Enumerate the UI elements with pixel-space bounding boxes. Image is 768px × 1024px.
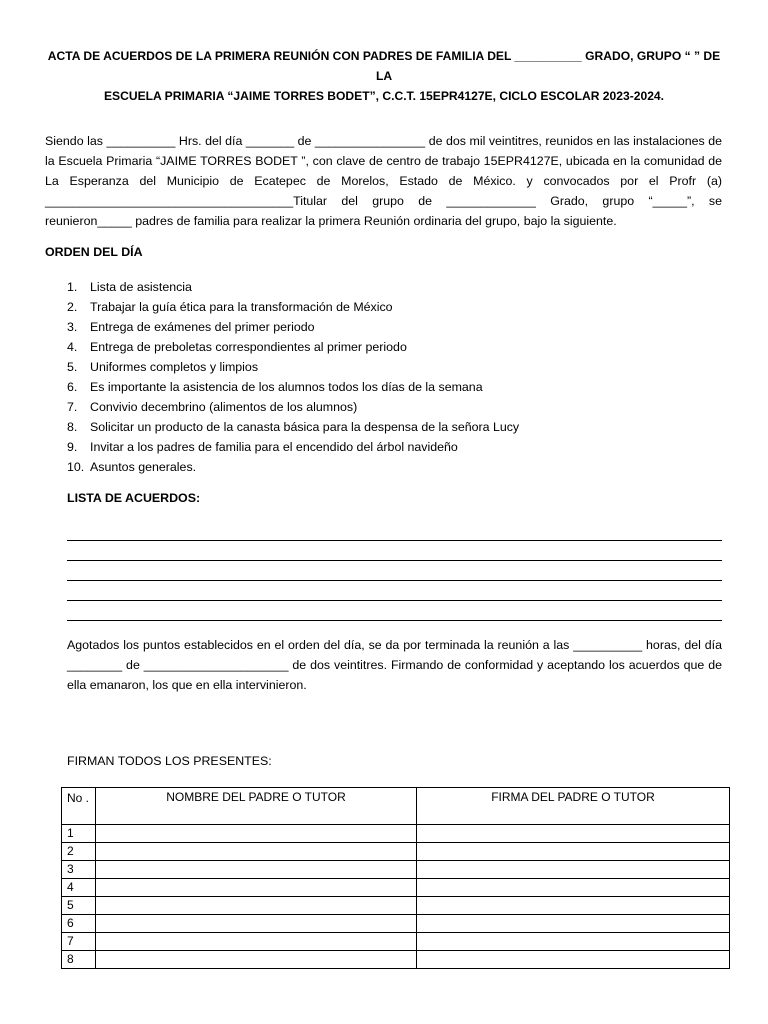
agenda-item (67, 297, 707, 317)
agenda-item (67, 357, 707, 377)
table-row (62, 825, 730, 843)
agenda-item (67, 377, 707, 397)
agenda-item-number: 1. (67, 280, 78, 294)
blank-line (67, 601, 722, 621)
row-number: 1 (62, 825, 96, 843)
signature-table (61, 787, 730, 969)
signature-cell (417, 825, 730, 843)
table-row (62, 879, 730, 897)
table-row (62, 897, 730, 915)
agenda-item-number: 7. (67, 400, 78, 414)
row-number: 2 (62, 843, 96, 861)
agenda-item-number: 8. (67, 420, 78, 434)
column-header-signature: FIRMA DEL PADRE O TUTOR (417, 788, 730, 825)
name-cell (96, 861, 417, 879)
signature-cell (417, 933, 730, 951)
closing-paragraph (67, 635, 722, 695)
signatures-heading: FIRMAN TODOS LOS PRESENTES: (67, 754, 272, 768)
agenda-item (67, 417, 707, 437)
blank-line (67, 521, 722, 541)
agenda-item-text: Convivio decembrino (alimentos de los alumnos) (90, 400, 358, 414)
agenda-item (67, 437, 707, 457)
agenda-item-text: Asuntos generales. (90, 460, 197, 474)
agenda-item-text: Entrega de preboletas correspondientes al primer periodo (90, 340, 407, 354)
signature-cell (417, 897, 730, 915)
row-number: 8 (62, 951, 96, 969)
signature-cell (417, 879, 730, 897)
agenda-item-text: Trabajar la guía ética para la transformación de México (90, 300, 393, 314)
name-cell (96, 915, 417, 933)
table-row (62, 951, 730, 969)
agenda-item-number: 6. (67, 380, 78, 394)
agenda-item-text: Uniformes completos y limpios (90, 360, 259, 374)
signature-cell (417, 951, 730, 969)
agenda-item-number: 3. (67, 320, 78, 334)
agreements-blank-lines (67, 521, 722, 621)
row-number: 6 (62, 915, 96, 933)
blank-line (67, 561, 722, 581)
agenda-item (67, 337, 707, 357)
intro-text: Siendo las __________ Hrs. del día _______ de ________________ de dos mil veintitres, reunidos en las instalaciones de la Escuela Primaria “JAIME TORRES BODET ”, con clave de centro de trabajo 15EPR4127E, ubicada en la comunidad de La Esperanza del Municipio de Ecatepec de Morelos, Estado de México. y convocados por el Profr (a) ____________________________________Titular del grupo de _____________ Grado, grupo “_____”, se reunieron_____ padres de familia para realizar la primera Reunión ordinaria del grupo, bajo la siguiente. (45, 134, 722, 228)
agenda-list (67, 277, 707, 477)
agenda-item-number: 5. (67, 360, 78, 374)
intro-paragraph (45, 131, 722, 231)
agenda-heading: ORDEN DEL DÍA (45, 245, 143, 259)
agenda-item (67, 457, 707, 477)
row-number: 4 (62, 879, 96, 897)
agenda-item-text: Solicitar un producto de la canasta básica para la despensa de la señora Lucy (90, 420, 520, 434)
name-cell (96, 879, 417, 897)
name-cell (96, 843, 417, 861)
agenda-item-text: Es importante la asistencia de los alumnos todos los días de la semana (90, 380, 483, 394)
signature-cell (417, 843, 730, 861)
signature-cell (417, 861, 730, 879)
table-row (62, 861, 730, 879)
agenda-item-text: Invitar a los padres de familia para el encendido del árbol navideño (90, 440, 458, 454)
name-cell (96, 897, 417, 915)
row-number: 5 (62, 897, 96, 915)
document-title (44, 46, 724, 106)
agenda-item-number: 4. (67, 340, 78, 354)
table-row (62, 915, 730, 933)
column-header-number: No . (62, 788, 96, 825)
agenda-item-number: 9. (67, 440, 78, 454)
agenda-item (67, 397, 707, 417)
agenda-item-text: Lista de asistencia (90, 280, 192, 294)
table-row (62, 933, 730, 951)
name-cell (96, 825, 417, 843)
agenda-item-number: 2. (67, 300, 78, 314)
agenda-item (67, 317, 707, 337)
closing-text: Agotados los puntos establecidos en el orden del día, se da por terminada la reunión a las __________ horas, del día ________ de _____________________ de dos veintitres. Firmando de conformidad y aceptando los acuerdos que de ella emanaron, los que en ella intervinieron. (67, 638, 722, 692)
agenda-item (67, 277, 707, 297)
name-cell (96, 951, 417, 969)
agenda-item-number: 10. (67, 460, 85, 474)
title-line-1: ACTA DE ACUERDOS DE LA PRIMERA REUNIÓN CON PADRES DE FAMILIA DEL __________ GRADO, GRUPO “ ” DE LA (47, 49, 721, 83)
agreements-heading: LISTA DE ACUERDOS: (67, 491, 201, 505)
column-header-name: NOMBRE DEL PADRE O TUTOR (96, 788, 417, 825)
blank-line (67, 541, 722, 561)
signature-cell (417, 915, 730, 933)
signature-table-header (62, 788, 730, 825)
table-row (62, 843, 730, 861)
title-line-2: ESCUELA PRIMARIA “JAIME TORRES BODET”, C.C.T. 15EPR4127E, CICLO ESCOLAR 2023-2024. (103, 89, 665, 103)
agenda-item-text: Entrega de exámenes del primer periodo (90, 320, 315, 334)
blank-line (67, 581, 722, 601)
row-number: 7 (62, 933, 96, 951)
row-number: 3 (62, 861, 96, 879)
name-cell (96, 933, 417, 951)
